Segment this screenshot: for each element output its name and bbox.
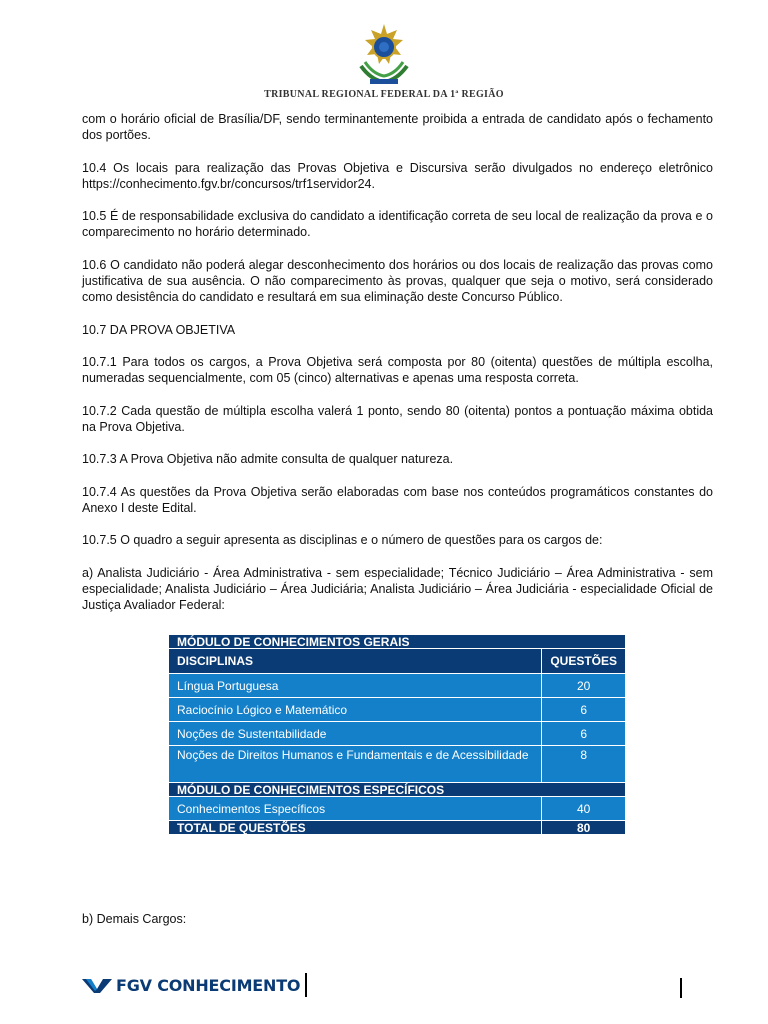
footer-logo: [82, 972, 307, 998]
table-row: [169, 674, 626, 698]
footer-separator: [305, 973, 307, 997]
discipline-cell: Língua Portuguesa: [169, 674, 542, 698]
paragraph-10-4: 10.4 Os locais para realização das Provas Objetiva e Discursiva serão divulgados no endereço eletrônico https://conhecimento.fgv.br/concursos/trf1servidor24.: [82, 160, 713, 191]
total-value: 80: [542, 821, 626, 835]
total-label: TOTAL DE QUESTÕES: [169, 821, 542, 835]
coat-of-arms-icon: [351, 22, 417, 88]
table-section-specific: [169, 783, 626, 797]
fgv-logo-icon: [82, 975, 112, 995]
section-specific-label: MÓDULO DE CONHECIMENTOS ESPECÍFICOS: [169, 783, 626, 797]
questions-cell: 8: [542, 746, 626, 783]
table-total-row: [169, 821, 626, 835]
table-header-row: [169, 649, 626, 674]
table-section-general: [169, 635, 626, 649]
table-row: [169, 746, 626, 783]
discipline-cell: Noções de Direitos Humanos e Fundamentais e de Acessibilidade: [169, 746, 542, 783]
paragraph-10-7-4: 10.7.4 As questões da Prova Objetiva serão elaboradas com base nos conteúdos programáticos constantes do Anexo I deste Edital.: [82, 484, 713, 515]
table-row: [169, 797, 626, 821]
questions-cell: 20: [542, 674, 626, 698]
paragraph-item-a: a) Analista Judiciário - Área Administrativa - sem especialidade; Técnico Judiciário – Área Administrativa - sem especialidade; Analista Judiciário – Área Judiciária; Analista Judiciário – Área Judiciária - especialidade Oficial de Justiça Avaliador Federal:: [82, 565, 713, 612]
questions-table: [168, 634, 626, 835]
discipline-cell: Noções de Sustentabilidade: [169, 722, 542, 746]
questions-cell: 40: [542, 797, 626, 821]
paragraph-continuation: com o horário oficial de Brasília/DF, sendo terminantemente proibida a entrada de candidato após o fechamento dos portões.: [82, 112, 713, 143]
paragraph-10-7-2: 10.7.2 Cada questão de múltipla escolha valerá 1 ponto, sendo 80 (oitenta) pontos a pontuação máxima obtida na Prova Objetiva.: [82, 403, 713, 434]
col-header-questions: QUESTÕES: [542, 649, 626, 674]
col-header-disciplines: DISCIPLINAS: [169, 649, 542, 674]
questions-cell: 6: [542, 722, 626, 746]
paragraph-10-5: 10.5 É de responsabilidade exclusiva do candidato a identificação correta de seu local de realização da prova e o comparecimento no horário determinado.: [82, 209, 713, 240]
paragraph-10-6: 10.6 O candidato não poderá alegar desconhecimento dos horários ou dos locais de realização das provas como justificativa de sua ausência. O não comparecimento às provas, qualquer que seja o motivo, será considerado como desistência do candidato e resultará em sua eliminação deste Concurso Público.: [82, 257, 713, 305]
paragraph-10-7-1: 10.7.1 Para todos os cargos, a Prova Objetiva será composta por 80 (oitenta) questões de múltipla escolha, numeradas sequencialmente, com 05 (cinco) alternativas e apenas uma resposta correta.: [82, 354, 713, 386]
page-marker: [680, 978, 682, 998]
fgv-logo-text: FGV CONHECIMENTO: [116, 975, 301, 995]
section-general-label: MÓDULO DE CONHECIMENTOS GERAIS: [169, 635, 626, 649]
table-row: [169, 722, 626, 746]
discipline-cell: Raciocínio Lógico e Matemático: [169, 698, 542, 722]
section-heading-10-7: 10.7 DA PROVA OBJETIVA: [82, 322, 236, 337]
paragraph-10-7-5: 10.7.5 O quadro a seguir apresenta as disciplinas e o número de questões para os cargos de:: [82, 533, 603, 548]
document-body: [82, 111, 713, 629]
court-name: TRIBUNAL REGIONAL FEDERAL DA 1ª REGIÃO: [264, 89, 504, 100]
document-header: [0, 22, 768, 100]
questions-cell: 6: [542, 698, 626, 722]
paragraph-10-7-3: 10.7.3 A Prova Objetiva não admite consulta de qualquer natureza.: [82, 452, 454, 467]
discipline-cell: Conhecimentos Específicos: [169, 797, 542, 821]
paragraph-item-b: b) Demais Cargos:: [82, 912, 187, 926]
table-row: [169, 698, 626, 722]
